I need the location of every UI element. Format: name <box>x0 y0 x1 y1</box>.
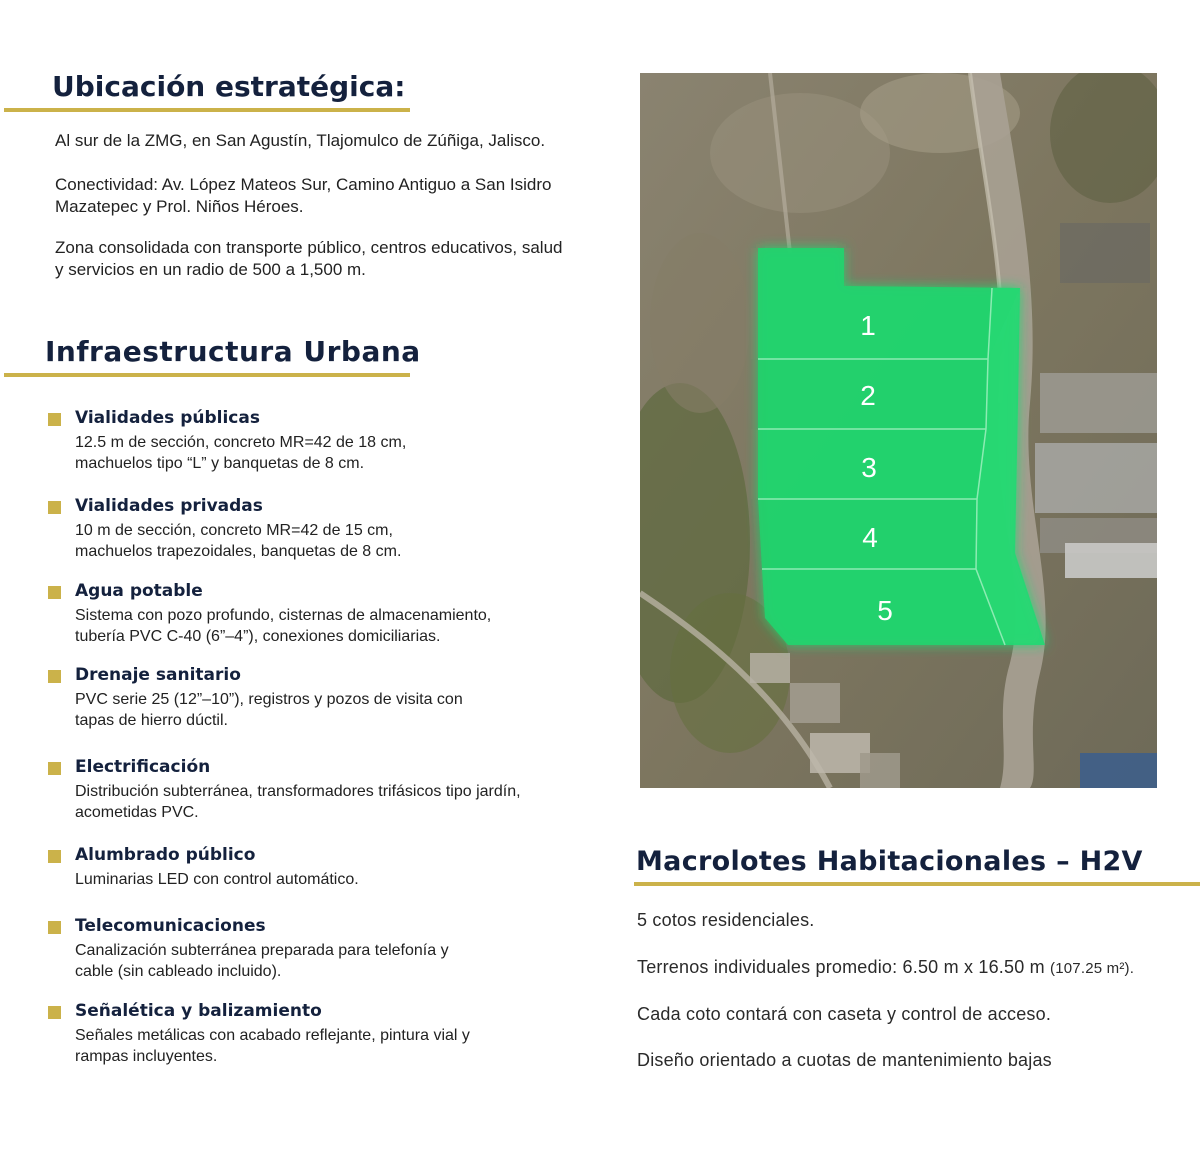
bullet-square-icon <box>48 921 61 934</box>
location-title: Ubicación estratégica: <box>52 70 406 103</box>
bullet-square-icon <box>48 670 61 683</box>
lot-label-2: 2 <box>860 380 876 411</box>
bullet-square-icon <box>48 501 61 514</box>
infra-item-desc: Luminarias LED con control automático. <box>75 871 359 888</box>
macro-line-2-area: (107.25 m²). <box>1050 960 1135 977</box>
location-paragraph-2b: Mazatepec y Prol. Niños Héroes. <box>55 197 304 216</box>
bullet-square-icon <box>48 586 61 599</box>
location-paragraph-1: Al sur de la ZMG, en San Agustín, Tlajomulco de Zúñiga, Jalisco. <box>55 131 546 150</box>
infra-item-desc: Sistema con pozo profundo, cisternas de almacenamiento, tubería PVC C-40 (6”–4”), conexiones domiciliarias. <box>75 607 492 645</box>
location-paragraph-3a: Zona consolidada con transporte público, centros educativos, salud <box>55 238 563 257</box>
bullet-square-icon <box>48 413 61 426</box>
aerial-site-map <box>640 73 1157 788</box>
macro-line-2-main: Terrenos individuales promedio: 6.50 m x 16.50 m <box>637 957 1045 977</box>
infra-item-title: Vialidades privadas <box>75 496 263 516</box>
infra-item-desc: Señales metálicas con acabado reflejante, pintura vial y rampas incluyentes. <box>75 1027 470 1065</box>
macro-title-underline <box>634 882 1200 886</box>
infra-item-title: Vialidades públicas <box>75 408 260 428</box>
macro-title: Macrolotes Habitacionales – H2V <box>636 846 1143 877</box>
infra-item-title: Señalética y balizamiento <box>75 1001 322 1021</box>
infra-item-title: Drenaje sanitario <box>75 665 241 685</box>
bullet-square-icon <box>48 850 61 863</box>
infra-item-desc: 12.5 m de sección, concreto MR=42 de 18 cm, machuelos tipo “L” y banquetas de 8 cm. <box>75 434 407 472</box>
infra-item-title: Electrificación <box>75 757 211 777</box>
lots-overlay <box>758 248 1045 645</box>
infra-item-title: Telecomunicaciones <box>75 916 266 936</box>
infra-title: Infraestructura Urbana <box>45 335 421 368</box>
infra-item-desc: PVC serie 25 (12”–10”), registros y pozos de visita con tapas de hierro dúctil. <box>75 691 463 729</box>
infra-item-desc: Distribución subterránea, transformadores trifásicos tipo jardín, acometidas PVC. <box>75 783 521 821</box>
macro-line-3: Cada coto contará con caseta y control de acceso. <box>637 1004 1052 1024</box>
infra-item-title: Alumbrado público <box>75 845 256 865</box>
lot-label-3: 3 <box>861 452 877 483</box>
location-paragraph-3b: y servicios en un radio de 500 a 1,500 m. <box>55 260 366 279</box>
lot-label-4: 4 <box>862 522 878 553</box>
infra-item-desc: 10 m de sección, concreto MR=42 de 15 cm, machuelos trapezoidales, banquetas de 8 cm. <box>75 522 402 560</box>
infra-title-underline <box>4 373 410 377</box>
location-title-underline <box>4 108 410 112</box>
lot-label-1: 1 <box>860 310 876 341</box>
lot-label-5: 5 <box>877 595 893 626</box>
location-paragraph-2a: Conectividad: Av. López Mateos Sur, Camino Antiguo a San Isidro <box>55 175 552 194</box>
bullet-square-icon <box>48 1006 61 1019</box>
infra-item-title: Agua potable <box>75 581 203 601</box>
macro-line-4: Diseño orientado a cuotas de mantenimiento bajas <box>637 1050 1052 1070</box>
infra-item-desc: Canalización subterránea preparada para telefonía y cable (sin cableado incluido). <box>75 942 449 980</box>
bullet-square-icon <box>48 762 61 775</box>
macro-line-2 <box>637 957 1134 978</box>
macro-line-1: 5 cotos residenciales. <box>637 910 815 930</box>
